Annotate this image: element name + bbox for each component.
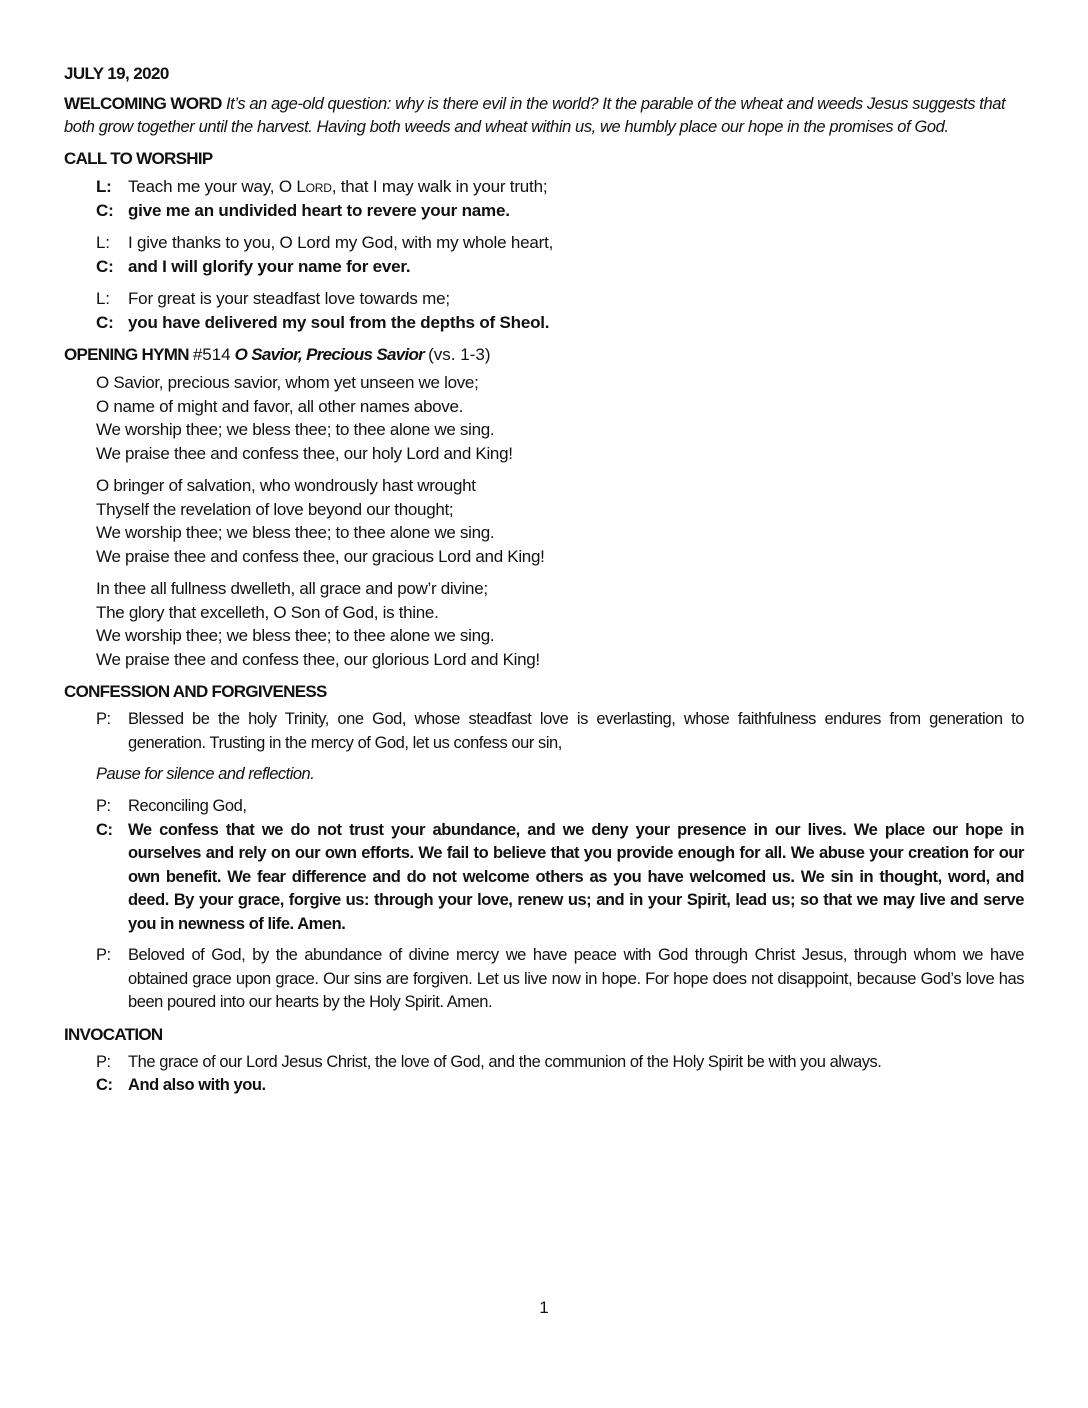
litany-pair: [64, 175, 1024, 222]
leader-text-part: Teach me your way, O: [128, 177, 297, 196]
leader-text: [128, 175, 1024, 199]
hymn-stanza: [64, 474, 1024, 568]
pastor-text: Blessed be the holy Trinity, one God, whose steadfast love is everlasting, whose faithfulness endures from generation to generation. Trusting in the mercy of God, let us confess our sin,: [128, 710, 1024, 752]
congregation-text: And also with you.: [128, 1076, 266, 1094]
hymn-number: #514: [192, 345, 231, 364]
congregation-line: [64, 819, 1024, 937]
pastor-line: [64, 1051, 1024, 1075]
litany-pair: [64, 287, 1024, 334]
congregation-text: We confess that we do not trust your abundance, and we deny your presence in our lives. We place our hope in ourselves and rely on our own efforts. We fail to believe that you provide enough for all. We abuse your creation for our own benefit. We fear difference and do not welcome others as you have welcomed us. We sin in thought, word, and deed. By your grace, forgive us: through your love, renew us; and in your Spirit, lead us; so that we may live and serve you in newness of life. Amen.: [128, 820, 1024, 933]
welcoming-word-heading: WELCOMING WORD: [64, 94, 222, 113]
invocation-heading: INVOCATION: [64, 1024, 163, 1044]
leader-line: [64, 287, 1024, 311]
invocation-block: [64, 1051, 1024, 1098]
lyric-line: The glory that excelleth, O Son of God, is thine.: [96, 602, 439, 622]
leader-line: [64, 231, 1024, 255]
congregation-text: and I will glorify your name for ever.: [128, 256, 411, 276]
congregation-label: C:: [96, 820, 113, 839]
congregation-label: C:: [96, 200, 114, 220]
hymn-lyrics: [64, 371, 1024, 671]
opening-hymn-heading: [64, 343, 1024, 367]
absolution-block: [64, 944, 1024, 1015]
lyric-line: We praise thee and confess thee, our glorious Lord and King!: [96, 649, 540, 669]
lyric-line: We worship thee; we bless thee; to thee alone we sing.: [96, 420, 495, 439]
congregation-line: [64, 255, 1024, 279]
leader-label: L:: [96, 289, 110, 308]
confession-heading: CONFESSION AND FORGIVENESS: [64, 682, 327, 701]
leader-text-part: , that I may walk in your truth;: [331, 177, 548, 196]
invocation: [64, 1051, 1024, 1098]
hymn-stanza: [64, 371, 1024, 465]
bulletin-page: [64, 62, 1024, 1106]
pastor-line: [64, 795, 1024, 819]
leader-label: L:: [96, 233, 110, 252]
leader-text: I give thanks to you, O Lord my God, with my whole heart,: [128, 233, 554, 252]
lyric-line: We worship thee; we bless thee; to thee alone we sing.: [96, 626, 495, 645]
confession-and-forgiveness: [64, 708, 1024, 1015]
welcoming-word: [64, 92, 1024, 139]
lyric-line: We worship thee; we bless thee; to thee alone we sing.: [96, 523, 495, 542]
welcoming-word-text: It’s an age-old question: why is there evil in the world? It the parable of the wheat and weeds Jesus suggests that both grow together until the harvest. Having both weeds and wheat within us, we humbly place our hope in the promises of God.: [64, 95, 1006, 136]
lord-small-caps: Lord: [296, 177, 332, 196]
leader-line: [64, 175, 1024, 199]
congregation-line: [64, 1074, 1024, 1098]
call-to-worship-heading: CALL TO WORSHIP: [64, 149, 213, 168]
lyric-line: O bringer of salvation, who wondrously hast wrought: [96, 476, 476, 495]
call-to-worship: [64, 175, 1024, 334]
rubric: Pause for silence and reflection.: [96, 765, 315, 783]
pastor-label: P:: [96, 797, 111, 815]
leader-text: For great is your steadfast love towards me;: [128, 289, 450, 308]
confession-block: [64, 795, 1024, 936]
congregation-label: C:: [96, 1076, 113, 1094]
congregation-line: [64, 311, 1024, 335]
pastor-text: Reconciling God,: [128, 797, 247, 815]
leader-label: L:: [96, 177, 112, 196]
pastor-text: The grace of our Lord Jesus Christ, the love of God, and the communion of the Holy Spirit be with you always.: [128, 1052, 882, 1071]
lyric-line: O name of might and favor, all other names above.: [96, 396, 464, 416]
lyric-line: We praise thee and confess thee, our gracious Lord and King!: [96, 546, 545, 566]
page-number: 1: [539, 1298, 549, 1317]
pastor-label: P:: [96, 710, 111, 728]
hymn-verses: (vs. 1-3): [428, 345, 491, 364]
congregation-text: you have delivered my soul from the depths of Sheol.: [128, 312, 550, 332]
pastor-block: [64, 708, 1024, 755]
lyric-line: We praise thee and confess thee, our holy Lord and King!: [96, 443, 513, 463]
lyric-line: In thee all fullness dwelleth, all grace and pow’r divine;: [96, 579, 488, 598]
service-date: JULY 19, 2020: [64, 64, 169, 83]
congregation-line: [64, 199, 1024, 223]
pastor-text: Beloved of God, by the abundance of divine mercy we have peace with God through Christ Jesus, through whom we have obtained grace upon grace. Our sins are forgiven. Let us live now in hope. For hope does not disappoint, because God’s love has been poured into our hearts by the Holy Spirit. Amen.: [128, 946, 1024, 1011]
hymn-stanza: [64, 577, 1024, 671]
congregation-text: give me an undivided heart to revere your name.: [128, 200, 510, 220]
pastor-line: [64, 708, 1024, 755]
hymn-heading-label: OPENING HYMN: [64, 345, 189, 364]
lyric-line: Thyself the revelation of love beyond our thought;: [96, 499, 454, 519]
pastor-label: P:: [96, 1052, 111, 1071]
pastor-label: P:: [96, 946, 111, 964]
pastor-line: [64, 944, 1024, 1015]
hymn-title: O Savior, Precious Savior: [234, 345, 425, 364]
litany-pair: [64, 231, 1024, 278]
congregation-label: C:: [96, 256, 114, 276]
lyric-line: O Savior, precious savior, whom yet unseen we love;: [96, 373, 479, 392]
congregation-label: C:: [96, 312, 114, 332]
